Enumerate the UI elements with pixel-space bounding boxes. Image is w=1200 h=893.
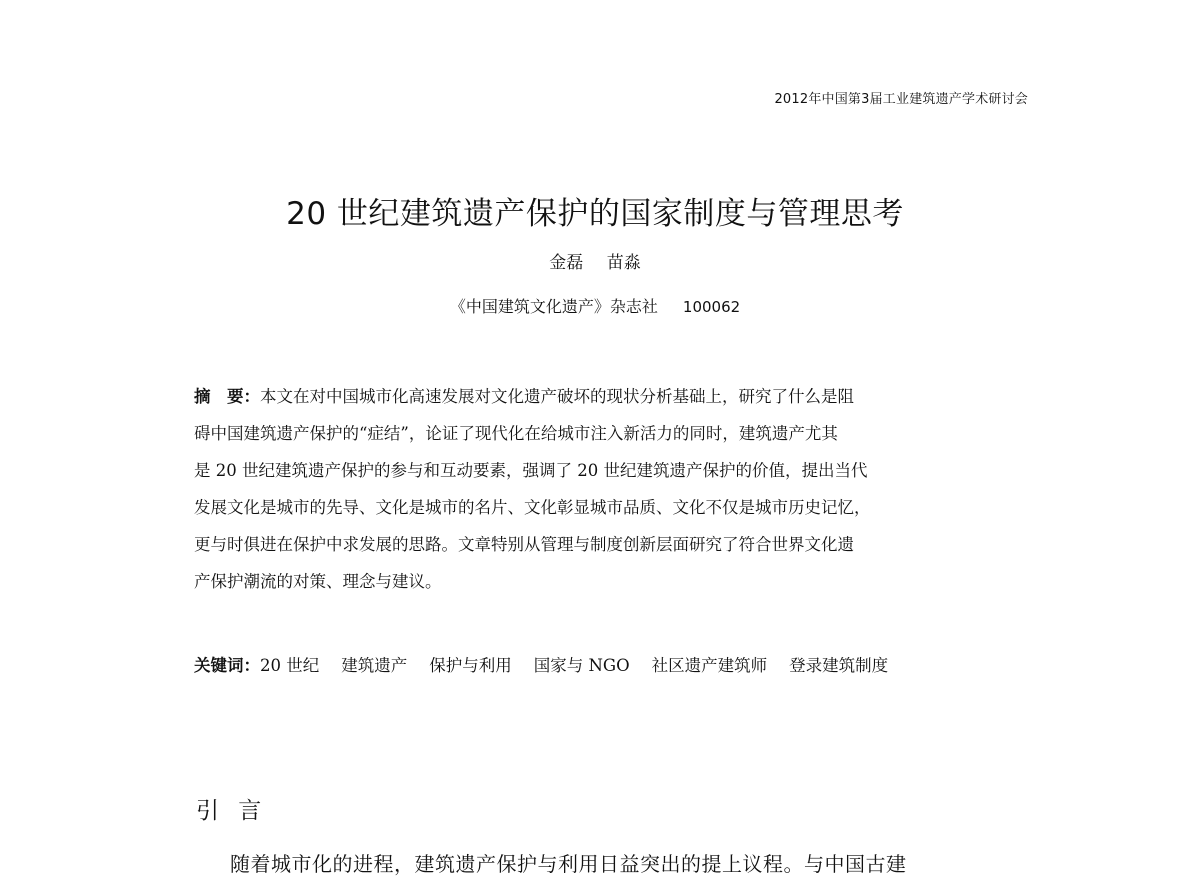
- postal-code: 100062: [682, 298, 741, 316]
- author-list: [0, 248, 1190, 273]
- running-header: 2012年中国第3届工业建筑遗产学术研讨会: [774, 92, 1028, 107]
- keyword: 20 世纪: [260, 656, 320, 675]
- author-name: 苗淼: [606, 253, 641, 273]
- keyword: 保护与利用: [429, 656, 512, 675]
- keyword: 国家与 NGO: [533, 656, 630, 675]
- keywords-label: 关键词：: [194, 656, 260, 675]
- keyword: 社区遗产建筑师: [651, 656, 768, 675]
- keyword: 登录建筑制度: [789, 656, 889, 675]
- abstract-line: 发展文化是城市的先导、文化是城市的名片、文化彰显城市品质、文化不仅是城市历史记忆，: [194, 498, 871, 517]
- affiliation: [0, 294, 1190, 317]
- abstract-line: 更与时俱进在保护中求发展的思路。文章特别从管理与制度创新层面研究了符合世界文化遗: [194, 535, 854, 554]
- abstract-line: [194, 378, 994, 415]
- body-paragraph: 随着城市化的进程，建筑遗产保护与利用日益突出的提上议程。与中国古建: [230, 852, 907, 876]
- affiliation-name: 《中国建筑文化遗产》杂志社: [449, 297, 658, 316]
- abstract-label: 摘 要：: [194, 387, 260, 406]
- keyword: 建筑遗产: [341, 656, 408, 675]
- keywords: [194, 652, 1014, 676]
- section-heading-introduction: 引 言: [196, 798, 268, 824]
- abstract-text: 本文在对中国城市化高速发展对文化遗产破坏的现状分析基础上，研究了什么是阻: [260, 387, 854, 406]
- abstract-line: 碍中国建筑遗产保护的“症结”，论证了现代化在给城市注入新活力的同时，建筑遗产尤其: [194, 424, 838, 443]
- abstract-line: 是 20 世纪建筑遗产保护的参与和互动要素，强调了 20 世纪建筑遗产保护的价值，提出当代: [194, 461, 868, 480]
- paper-title: 20 世纪建筑遗产保护的国家制度与管理思考: [286, 196, 904, 232]
- author-name: 金磊: [549, 253, 584, 273]
- abstract: [194, 378, 994, 600]
- abstract-line: 产保护潮流的对策、理念与建议。: [194, 572, 442, 591]
